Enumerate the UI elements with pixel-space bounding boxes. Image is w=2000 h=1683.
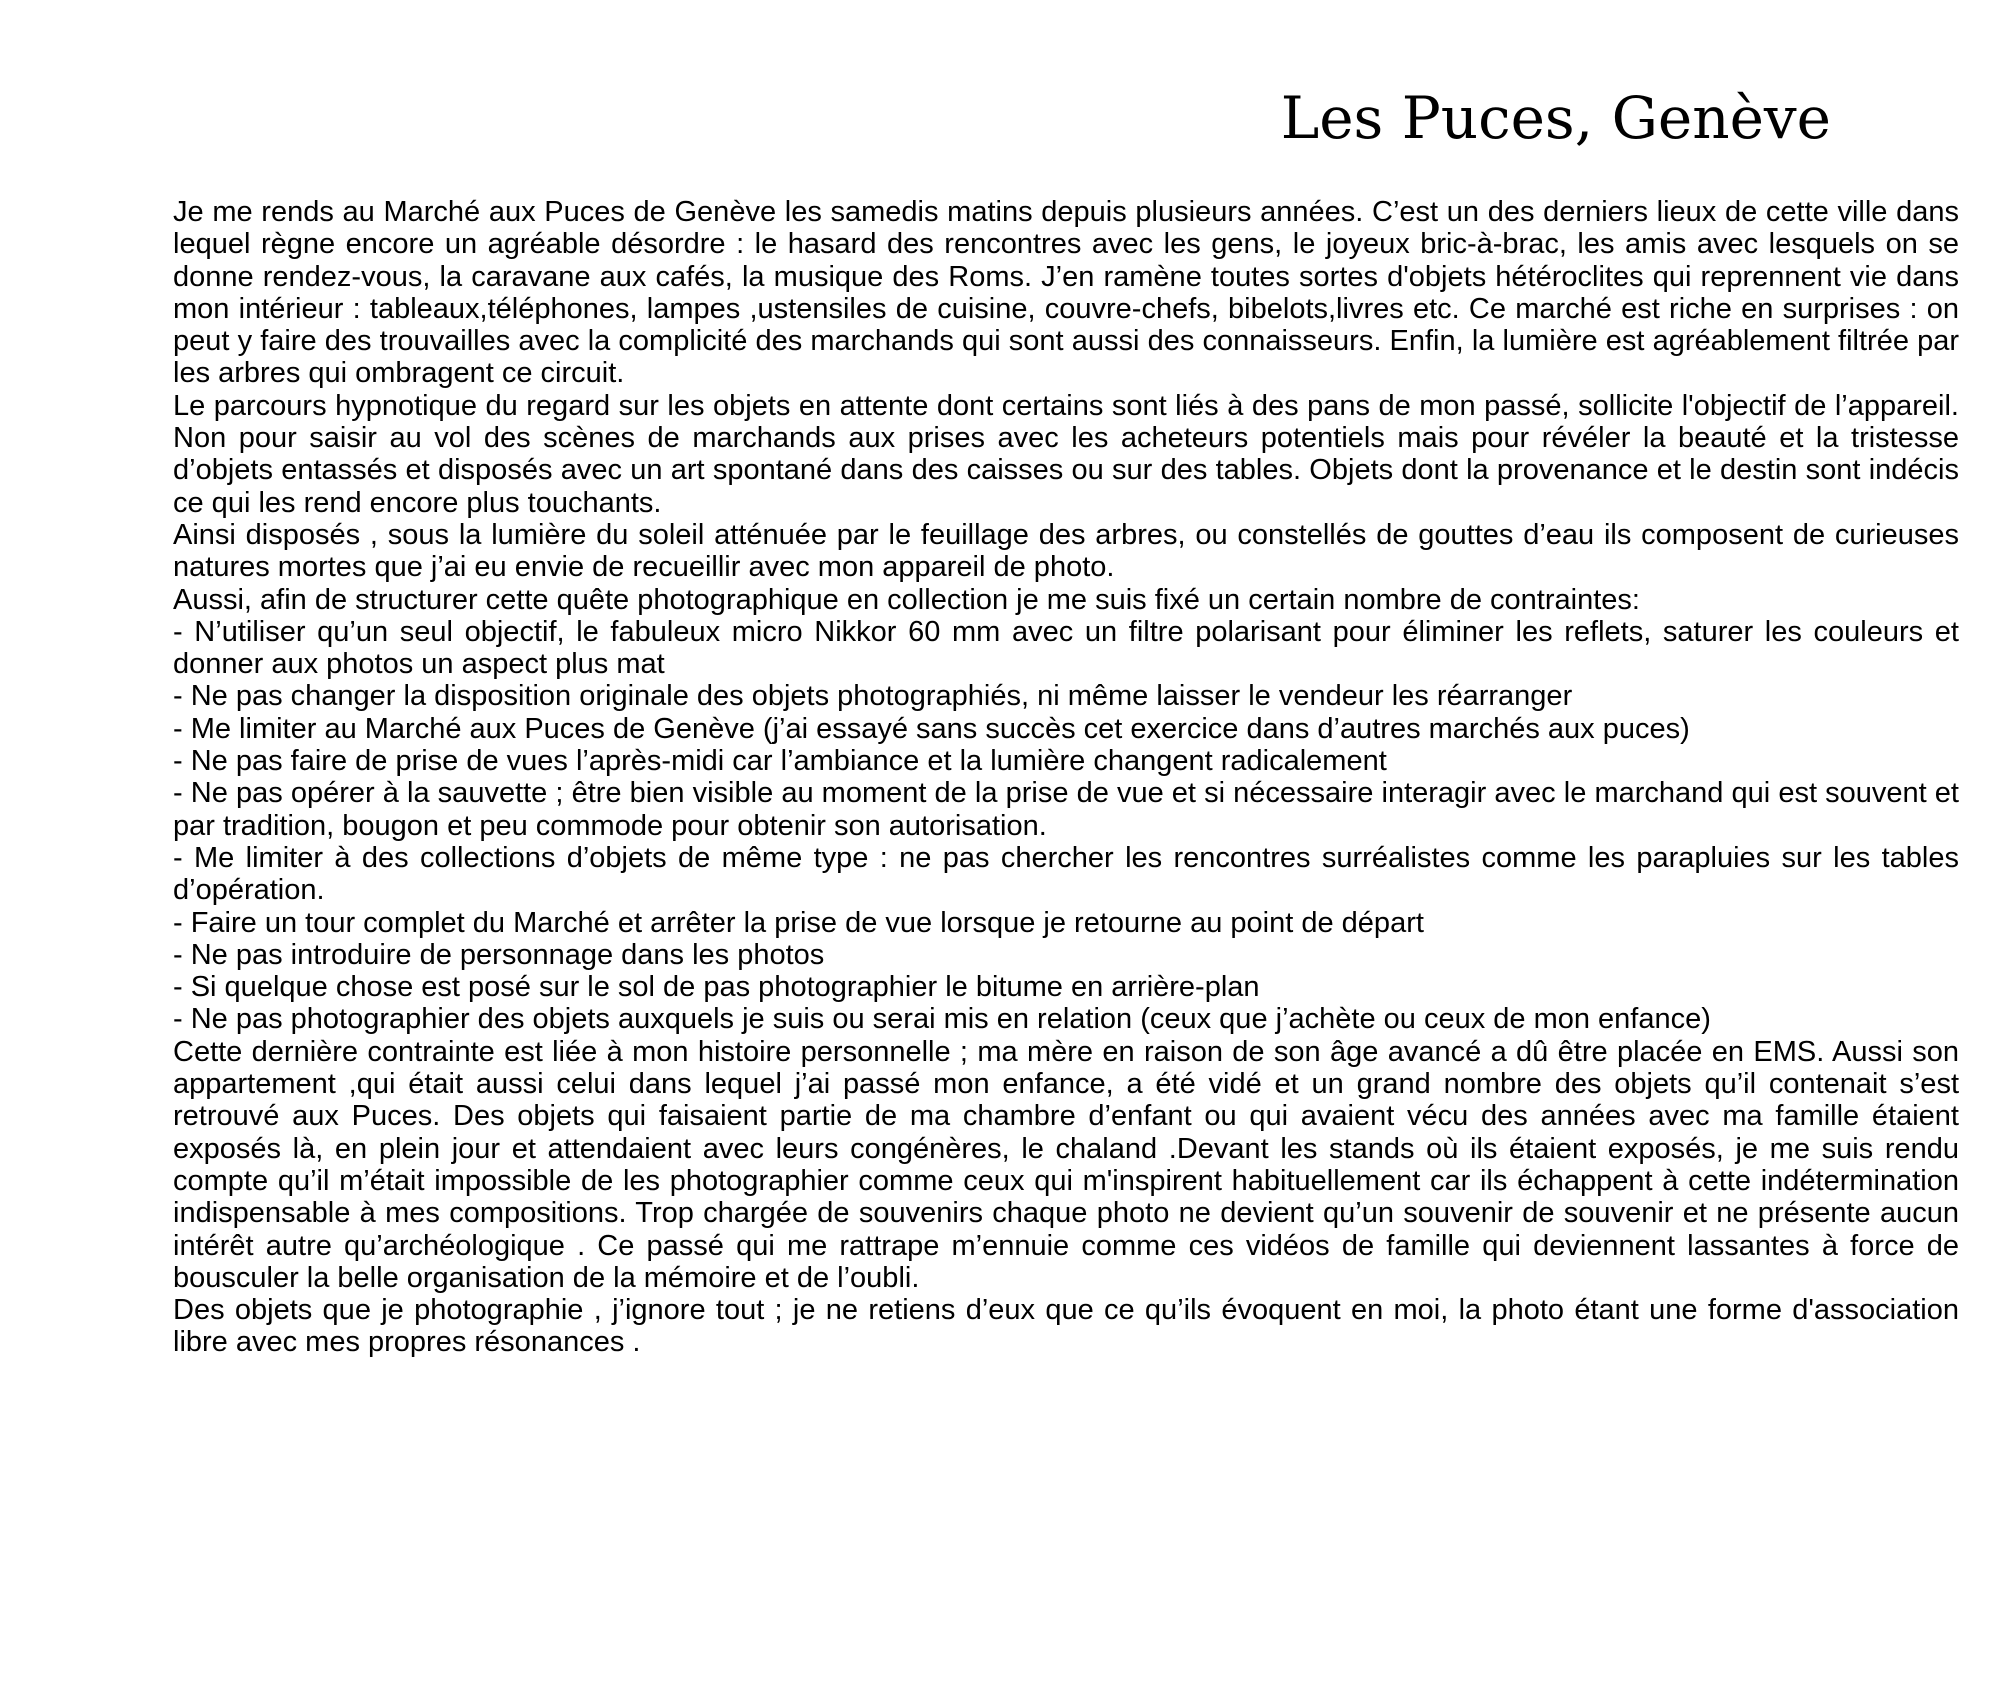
constraint-item: - Ne pas opérer à la sauvette ; être bien visible au moment de la prise de vue et si nécessaire interagir avec le marchand qui est souvent et par tradition, bougon et peu commode pour obtenir son autorisation. bbox=[173, 777, 1959, 842]
paragraph-still-lifes: Ainsi disposés , sous la lumière du soleil atténuée par le feuillage des arbres, ou constellés de gouttes d’eau ils composent de curieuses natures mortes que j’ai eu envie de recueillir avec mon appareil de photo. bbox=[173, 518, 1959, 584]
constraint-item: - Me limiter à des collections d’objets de même type : ne pas chercher les rencontres surréalistes comme les parapluies sur les tables d’opération. bbox=[173, 841, 1959, 907]
constraint-item: - N’utiliser qu’un seul objectif, le fabuleux micro Nikkor 60 mm avec un filtre polarisant pour éliminer les reflets, saturer les couleurs et donner aux photos un aspect plus mat bbox=[173, 615, 1959, 681]
constraint-item: - Ne pas introduire de personnage dans les photos bbox=[173, 938, 825, 971]
document-title: Les Puces, Genève bbox=[1280, 84, 1831, 152]
constraint-item: - Me limiter au Marché aux Puces de Genève (j’ai essayé sans succès cet exercice dans d’autres marchés aux puces) bbox=[173, 712, 1690, 745]
constraint-item: - Ne pas changer la disposition originale des objets photographiés, ni même laisser le vendeur les réarranger bbox=[173, 680, 1573, 713]
paragraph-personal-history: Cette dernière contrainte est liée à mon histoire personnelle ; ma mère en raison de son âge avancé a dû être placée en EMS. Aussi son appartement ,qui était aussi celui dans lequel j’ai passé mon enfance, a été vidé et un grand nombre des objets qu’il contenait s’est retrouvé aux Puces. Des objets qui faisaient partie de ma chambre d’enfant ou qui avaient vécu des années avec ma famille étaient exposés là, en plein jour et attendaient avec leurs congénères, le chaland .Devant les stands où ils étaient exposés, je me suis rendu compte qu’il m’était impossible de les photographier comme ceux qui m'inspirent habituellement car ils échappent à cette indétermination indispensable à mes compositions. Trop chargée de souvenirs chaque photo ne devient qu’un souvenir de souvenir et ne présente aucun intérêt autre qu’archéologique . Ce passé qui me rattrape m’ennuie comme ces vidéos de famille qui deviennent lassantes à force de bousculer la belle organisation de la mémoire et de l’oubli. bbox=[173, 1035, 1959, 1294]
document-body bbox=[173, 196, 1959, 1359]
constraint-item: - Ne pas photographier des objets auxquels je suis ou serai mis en relation (ceux que j’achète ou ceux de mon enfance) bbox=[173, 1003, 1711, 1036]
paragraph-gaze: Le parcours hypnotique du regard sur les objets en attente dont certains sont liés à des pans de mon passé, sollicite l'objectif de l’appareil. Non pour saisir au vol des scènes de marchands aux prises avec les acheteurs potentiels mais pour révéler la beauté et la tristesse d’objets entassés et disposés avec un art spontané dans des caisses ou sur des tables. Objets dont la provenance et le destin sont indécis ce qui les rend encore plus touchants. bbox=[173, 389, 1959, 519]
paragraph-constraints-intro: Aussi, afin de structurer cette quête photographique en collection je me suis fixé un certain nombre de contraintes: bbox=[173, 583, 1640, 616]
constraint-item: - Si quelque chose est posé sur le sol de pas photographier le bitume en arrière-plan bbox=[173, 971, 1260, 1004]
constraint-item: - Ne pas faire de prise de vues l’après-midi car l’ambiance et la lumière changent radicalement bbox=[173, 745, 1387, 778]
paragraph-intro: Je me rends au Marché aux Puces de Genève les samedis matins depuis plusieurs années. C’est un des derniers lieux de cette ville dans lequel règne encore un agréable désordre : le hasard des rencontres avec les gens, le joyeux bric-à-brac, les amis avec lesquels on se donne rendez-vous, la caravane aux cafés, la musique des Roms. J’en ramène toutes sortes d'objets hétéroclites qui reprennent vie dans mon intérieur : tableaux,téléphones, lampes ,ustensiles de cuisine, couvre-chefs, bibelots,livres etc. Ce marché est riche en surprises : on peut y faire des trouvailles avec la complicité des marchands qui sont aussi des connaisseurs. Enfin, la lumière est agréablement filtrée par les arbres qui ombragent ce circuit. bbox=[173, 196, 1959, 390]
constraint-item: - Faire un tour complet du Marché et arrêter la prise de vue lorsque je retourne au point de départ bbox=[173, 906, 1424, 939]
paragraph-conclusion: Des objets que je photographie , j’ignore tout ; je ne retiens d’eux que ce qu’ils évoquent en moi, la photo étant une forme d'association libre avec mes propres résonances . bbox=[173, 1294, 1959, 1359]
